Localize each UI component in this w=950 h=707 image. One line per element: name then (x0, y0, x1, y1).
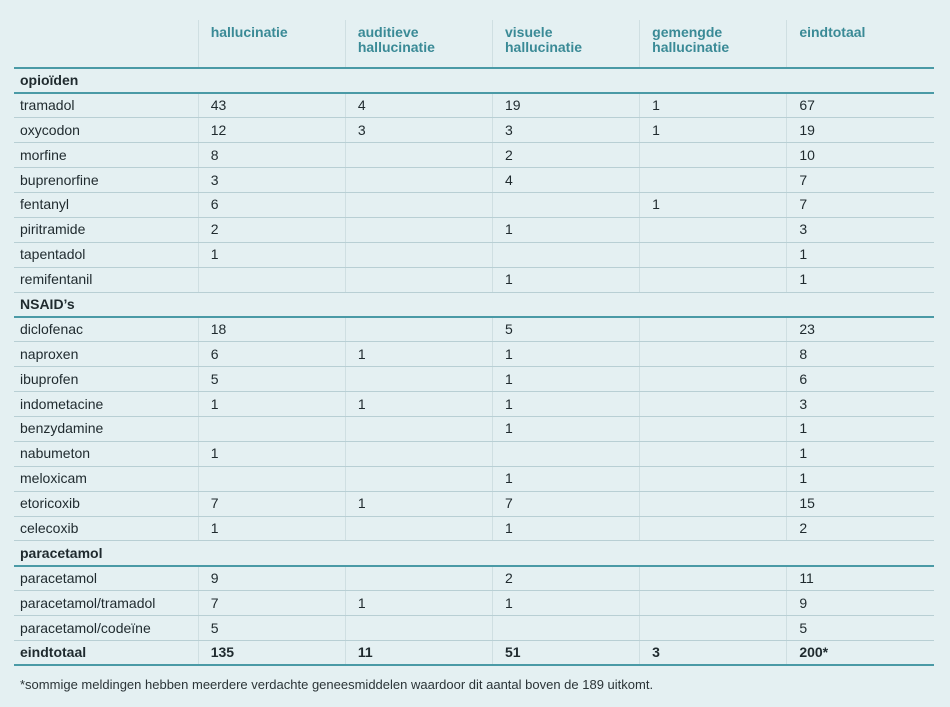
footnote: *sommige meldingen hebben meerdere verdachte geneesmiddelen waardoor dit aantal boven de 189 uitkomt. (20, 677, 654, 692)
header-auditieve: auditieve hallucinatie (345, 20, 492, 68)
value-cell (640, 516, 787, 541)
drug-name: nabumeton (14, 441, 198, 466)
table-row (14, 591, 934, 616)
header-gemengde: gemengde hallucinatie (640, 20, 787, 68)
table-row (14, 466, 934, 491)
value-cell: 6 (198, 342, 345, 367)
value-cell (345, 367, 492, 392)
table-row (14, 168, 934, 193)
value-cell: 1 (493, 342, 640, 367)
value-cell: 43 (198, 93, 345, 118)
value-cell: 7 (198, 491, 345, 516)
table-row (14, 416, 934, 441)
value-cell: 3 (493, 118, 640, 143)
value-cell (493, 616, 640, 641)
value-cell: 1 (198, 516, 345, 541)
header-row (14, 20, 934, 68)
table-row (14, 516, 934, 541)
drug-name: morfine (14, 143, 198, 168)
table-row (14, 118, 934, 143)
value-cell: 1 (493, 466, 640, 491)
table-row (14, 192, 934, 217)
value-cell: 1 (198, 242, 345, 267)
value-cell: 8 (787, 342, 934, 367)
value-cell: 1 (640, 192, 787, 217)
drug-name: naproxen (14, 342, 198, 367)
value-cell: 67 (787, 93, 934, 118)
value-cell: 10 (787, 143, 934, 168)
value-cell: 1 (345, 392, 492, 417)
table-row (14, 491, 934, 516)
value-cell: 1 (198, 441, 345, 466)
value-cell (640, 242, 787, 267)
value-cell (345, 441, 492, 466)
value-cell: 5 (787, 616, 934, 641)
value-cell (640, 143, 787, 168)
total-value: 11 (345, 640, 492, 665)
drug-name: tapentadol (14, 242, 198, 267)
value-cell: 4 (345, 93, 492, 118)
drug-name: meloxicam (14, 466, 198, 491)
value-cell (640, 491, 787, 516)
value-cell (640, 267, 787, 292)
drug-name: ibuprofen (14, 367, 198, 392)
value-cell (345, 143, 492, 168)
value-cell: 23 (787, 317, 934, 342)
value-cell (345, 267, 492, 292)
total-value: 200* (787, 640, 934, 665)
value-cell: 1 (493, 392, 640, 417)
group-title: NSAID’s (14, 292, 934, 317)
table-row (14, 217, 934, 242)
value-cell (640, 616, 787, 641)
group-header-row (14, 68, 934, 93)
value-cell: 2 (198, 217, 345, 242)
drug-name: etoricoxib (14, 491, 198, 516)
value-cell (345, 192, 492, 217)
value-cell: 5 (198, 367, 345, 392)
value-cell (493, 242, 640, 267)
group-header-row (14, 292, 934, 317)
value-cell (345, 217, 492, 242)
value-cell (640, 342, 787, 367)
value-cell (640, 591, 787, 616)
header-hallucinatie: hallucinatie (198, 20, 345, 68)
value-cell (198, 466, 345, 491)
table-row (14, 317, 934, 342)
value-cell: 2 (787, 516, 934, 541)
value-cell (345, 242, 492, 267)
value-cell: 12 (198, 118, 345, 143)
value-cell: 3 (198, 168, 345, 193)
total-value: 51 (493, 640, 640, 665)
drug-name: benzydamine (14, 416, 198, 441)
value-cell: 7 (787, 192, 934, 217)
value-cell: 7 (198, 591, 345, 616)
value-cell: 1 (493, 591, 640, 616)
table-row (14, 392, 934, 417)
header-empty (14, 20, 198, 68)
value-cell: 19 (493, 93, 640, 118)
value-cell (345, 416, 492, 441)
table-body (14, 68, 934, 665)
drug-name: indometacine (14, 392, 198, 417)
value-cell: 1 (640, 93, 787, 118)
value-cell: 1 (493, 516, 640, 541)
value-cell: 1 (787, 466, 934, 491)
drug-name: buprenorfine (14, 168, 198, 193)
value-cell: 1 (787, 441, 934, 466)
value-cell: 8 (198, 143, 345, 168)
drug-name: remifentanil (14, 267, 198, 292)
table-row (14, 143, 934, 168)
value-cell: 5 (198, 616, 345, 641)
total-label: eindtotaal (14, 640, 198, 665)
value-cell (345, 466, 492, 491)
value-cell: 3 (345, 118, 492, 143)
total-value: 135 (198, 640, 345, 665)
hallucination-table (14, 20, 934, 666)
table-row (14, 616, 934, 641)
value-cell: 1 (787, 416, 934, 441)
value-cell (345, 566, 492, 591)
drug-name: paracetamol/codeïne (14, 616, 198, 641)
total-row (14, 640, 934, 665)
value-cell: 6 (198, 192, 345, 217)
value-cell: 2 (493, 143, 640, 168)
value-cell: 7 (493, 491, 640, 516)
value-cell: 11 (787, 566, 934, 591)
drug-name: paracetamol (14, 566, 198, 591)
value-cell: 4 (493, 168, 640, 193)
table-row (14, 93, 934, 118)
drug-name: diclofenac (14, 317, 198, 342)
value-cell: 6 (787, 367, 934, 392)
value-cell: 7 (787, 168, 934, 193)
value-cell: 1 (198, 392, 345, 417)
value-cell (345, 317, 492, 342)
header-eindtotaal: eindtotaal (787, 20, 934, 68)
value-cell: 3 (787, 217, 934, 242)
value-cell: 1 (493, 367, 640, 392)
value-cell: 1 (787, 242, 934, 267)
value-cell: 9 (198, 566, 345, 591)
group-title: paracetamol (14, 541, 934, 566)
table-row (14, 566, 934, 591)
value-cell (640, 367, 787, 392)
value-cell: 1 (640, 118, 787, 143)
value-cell: 1 (493, 267, 640, 292)
value-cell (198, 267, 345, 292)
value-cell (640, 217, 787, 242)
table-row (14, 342, 934, 367)
value-cell (640, 566, 787, 591)
value-cell (640, 441, 787, 466)
drug-name: fentanyl (14, 192, 198, 217)
value-cell (640, 466, 787, 491)
value-cell (640, 416, 787, 441)
value-cell: 1 (493, 217, 640, 242)
value-cell: 18 (198, 317, 345, 342)
value-cell (493, 192, 640, 217)
value-cell: 1 (493, 416, 640, 441)
header-visuele: visuele hallucinatie (493, 20, 640, 68)
value-cell (345, 616, 492, 641)
value-cell: 3 (787, 392, 934, 417)
value-cell (640, 168, 787, 193)
total-value: 3 (640, 640, 787, 665)
group-header-row (14, 541, 934, 566)
value-cell: 1 (345, 491, 492, 516)
value-cell: 1 (345, 591, 492, 616)
value-cell (640, 392, 787, 417)
value-cell: 1 (345, 342, 492, 367)
drug-name: piritramide (14, 217, 198, 242)
table-row (14, 242, 934, 267)
drug-name: tramadol (14, 93, 198, 118)
value-cell (493, 441, 640, 466)
table-row (14, 441, 934, 466)
value-cell: 15 (787, 491, 934, 516)
table-row (14, 367, 934, 392)
value-cell (345, 168, 492, 193)
group-title: opioïden (14, 68, 934, 93)
value-cell (345, 516, 492, 541)
value-cell (640, 317, 787, 342)
value-cell: 19 (787, 118, 934, 143)
value-cell (198, 416, 345, 441)
table-row (14, 267, 934, 292)
drug-name: paracetamol/tramadol (14, 591, 198, 616)
drug-name: celecoxib (14, 516, 198, 541)
drug-name: oxycodon (14, 118, 198, 143)
value-cell: 5 (493, 317, 640, 342)
value-cell: 2 (493, 566, 640, 591)
value-cell: 9 (787, 591, 934, 616)
value-cell: 1 (787, 267, 934, 292)
